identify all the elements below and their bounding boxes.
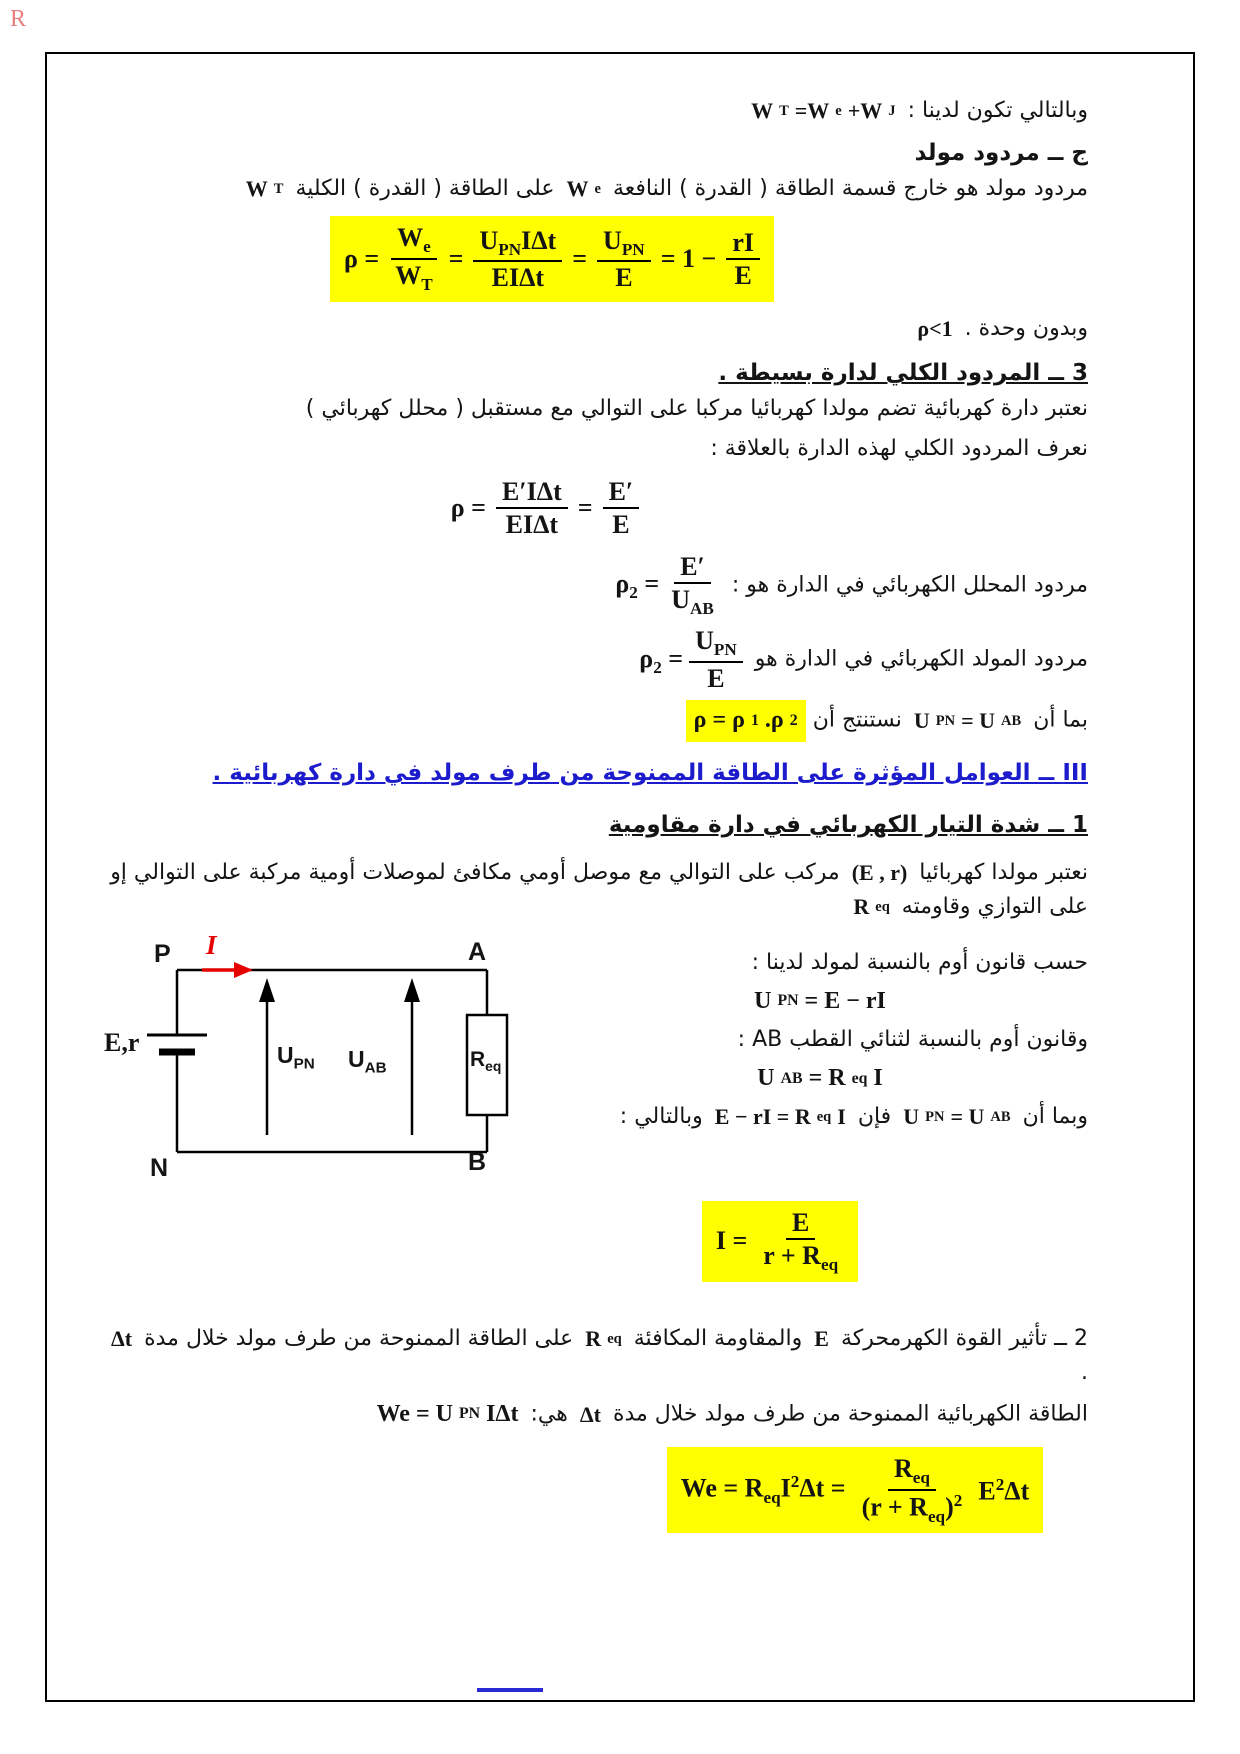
f1-frac-1: $\frac{W_e}{W_T}$ bbox=[389, 222, 438, 296]
intro-formula: W T =W e +W J bbox=[751, 98, 896, 123]
electrolyzer-efficiency-text: مردود المحلل الكهربائي في الدارة هو : bbox=[731, 572, 1088, 597]
energy-text-2: هي: bbox=[530, 1401, 568, 1427]
current-i-label: I bbox=[206, 929, 217, 960]
uab-voltage-arrow-icon bbox=[404, 978, 420, 1135]
section-2-text-3: على الطاقة الممنوحة من طرف مولد خلال مدة bbox=[144, 1325, 574, 1351]
f1-frac-3: $\frac{U_{PN}}{E}$ bbox=[597, 225, 651, 294]
upn-uab-equality: U PN = U AB bbox=[913, 707, 1022, 733]
current-direction-arrow-icon bbox=[202, 962, 253, 978]
generator-ohm-law-text: حسب قانون أوم بالنسبة لمولد لدينا : bbox=[751, 949, 1088, 975]
intro-line bbox=[102, 94, 1088, 128]
uab-label: $U_{AB}$ bbox=[348, 1045, 387, 1077]
unit-note-text: وبدون وحدة . bbox=[964, 315, 1088, 341]
dipole-ohm-law-text: وقانون أوم بالنسبة لثنائي القطب AB : bbox=[737, 1026, 1088, 1052]
ohm-conclusion-f1: U PN = U AB bbox=[903, 1104, 1011, 1130]
section-1-text-1: نعتبر مولدا كهربائيا bbox=[919, 859, 1088, 885]
generator-circuit-efficiency-text: مردود المولد الكهربائي في الدارة هو bbox=[754, 646, 1088, 672]
fW-rhs: $E^2\Delta t$ bbox=[978, 1474, 1030, 1506]
section-c-heading: ج ــ مردود مولد bbox=[914, 140, 1088, 167]
rho-product-formula: ρ = ρ 1 .ρ 2 bbox=[686, 700, 806, 741]
energy-expression-formula bbox=[362, 1447, 1240, 1533]
total-efficiency-formula: ρ = $\frac{\text{E′IΔt}}{\text{EIΔt}}$ = $\frac{E'}{E}$ bbox=[52, 476, 1038, 540]
section-3-body-2: نعرف المردود الكلي لهذه الدارة بالعلاقة : bbox=[710, 436, 1088, 462]
fW-lhs: $We = R_{eq}I^2\Delta t$ = bbox=[680, 1472, 846, 1508]
document-page bbox=[45, 52, 1195, 1702]
efficiency-product-line bbox=[102, 700, 1088, 741]
ohm-conclusion-line bbox=[552, 1100, 1088, 1134]
section-3-body-1: نعتبر دارة كهربائية تضم مولدا كهربائيا مركبا على التوالي مع مستقبل ( محلل كهربائي ) bbox=[305, 395, 1088, 421]
f2-frac-2: $\frac{E'}{E}$ bbox=[603, 476, 640, 540]
f2-lhs: ρ = bbox=[450, 493, 486, 523]
product-text-2: نستنتج أن bbox=[812, 708, 902, 734]
electrolyzer-efficiency-formula: $\rho_2$ = $\frac{E'}{U_{AB}}$ bbox=[615, 551, 714, 618]
section-iii-heading: III ــ العوامل المؤثرة على الطاقة الممنوحة من طرف مولد في دارة كهربائية . bbox=[212, 759, 1088, 786]
ohm-conclusion-f2: E − rI = R eq I bbox=[714, 1104, 846, 1130]
upn-label: $U_{PN}$ bbox=[277, 1041, 315, 1073]
section-c-text-2: على الطاقة ( القدرة ) الكلية bbox=[295, 176, 555, 202]
rho-lt1: ρ<1 bbox=[917, 315, 953, 341]
section-2-text-1: 2 ــ تأثير القوة الكهرمحركة bbox=[840, 1325, 1088, 1351]
f1-lhs: ρ = bbox=[343, 244, 380, 274]
section-1-heading: 1 ــ شدة التيار الكهربائي في دارة مقاومية bbox=[608, 811, 1088, 838]
energy-definition-line bbox=[102, 1396, 1088, 1433]
delta-t-symbol: Δt bbox=[110, 1325, 133, 1351]
rho-unit-note bbox=[102, 312, 1088, 346]
generator-efficiency-formula: ρ = $\frac{W_e}{W_T}$ = $\frac{U_{PN}I\Delta t}{\text{EIΔt}}$ = $\frac{U_{PN}}{E}$ = 1 − $\frac{rI}{E}$ bbox=[59, 216, 1045, 302]
fI-frac: $\frac{E}{r + R_{eq}}$ bbox=[763, 1207, 839, 1275]
dipole-ohm-law-formula: U AB = R eq I bbox=[757, 1065, 883, 1092]
energy-text-1: الطاقة الكهربائية الممنوحة من طرف مولد خلال مدة bbox=[612, 1401, 1088, 1427]
upn-voltage-arrow-icon bbox=[259, 978, 275, 1135]
generator-circuit-efficiency-line bbox=[102, 625, 1088, 694]
circuit-and-ohm-section bbox=[102, 930, 1088, 1185]
delta-t-symbol-2: Δt bbox=[579, 1401, 601, 1427]
fW-frac: $\frac{R_{eq}}{(r + R_{eq})^2}$ bbox=[861, 1454, 963, 1526]
ohm-laws-column bbox=[552, 930, 1088, 1140]
section-2-text-2: والمقاومة المكافئة bbox=[633, 1325, 803, 1351]
req-symbol: R eq bbox=[853, 893, 890, 919]
req-symbol-2: R eq bbox=[585, 1325, 622, 1351]
ohm-conclusion-text-1: وبما أن bbox=[1022, 1104, 1088, 1130]
f1-frac-2: $\frac{U_{PN}I\Delta t}{\text{EIΔt}}$ bbox=[473, 225, 562, 294]
section-1-text-2: مركب على التوالي مع موصل أومي مكافئ لموصلات أومية مركبة على التوالي إو على التوازي وقاومته bbox=[110, 859, 1088, 919]
node-n-label: N bbox=[150, 1153, 169, 1182]
circuit-wires bbox=[177, 970, 487, 1152]
section-2-text-4: . bbox=[1081, 1359, 1088, 1385]
product-text-1: بما أن bbox=[1033, 708, 1088, 734]
electrolyzer-efficiency-line bbox=[102, 551, 1088, 620]
page-watermark: R bbox=[10, 6, 27, 32]
intro-text: وبالتالي تكون لدينا : bbox=[907, 98, 1088, 124]
footer-blue-mark bbox=[477, 1688, 543, 1692]
current-intensity-formula bbox=[287, 1201, 1240, 1282]
f2-frac-1: $\frac{\text{E′IΔt}}{\text{EIΔt}}$ bbox=[496, 476, 568, 540]
generator-circuit-efficiency-formula: $\rho_2$ = $\frac{U_{PN}}{E}$ bbox=[634, 625, 747, 694]
ohm-conclusion-text-3: وبالتالي : bbox=[619, 1104, 703, 1130]
section-c-body bbox=[102, 172, 1088, 206]
section-c-text-1: مردود مولد هو خارج قسمة الطاقة ( القدرة ) النافعة bbox=[613, 176, 1088, 202]
circuit-diagram bbox=[102, 930, 552, 1185]
emf-label: E,r bbox=[104, 1027, 140, 1057]
emf-symbol: E bbox=[814, 1325, 829, 1351]
we-symbol: W e bbox=[566, 176, 601, 202]
node-b-label: B bbox=[468, 1147, 487, 1176]
wt-symbol: W T bbox=[245, 176, 284, 202]
node-a-label: A bbox=[468, 937, 487, 966]
fI-lhs: I = bbox=[715, 1226, 748, 1256]
section-2-body bbox=[102, 1322, 1088, 1390]
section-3-heading: 3 ــ المردود الكلي لدارة بسيطة . bbox=[718, 359, 1088, 386]
node-p-label: P bbox=[154, 939, 171, 968]
generator-ohm-law-formula: U PN = E − rI bbox=[754, 987, 886, 1014]
energy-formula: We = U PN IΔt bbox=[376, 1401, 519, 1428]
section-1-body bbox=[102, 856, 1088, 924]
er-symbol: (E , r) bbox=[851, 859, 908, 885]
req-label: $R_{eq}$ bbox=[470, 1047, 502, 1075]
f1-frac-4: $\frac{rI}{E}$ bbox=[726, 227, 760, 291]
ohm-conclusion-text-2: فإن bbox=[857, 1104, 892, 1130]
